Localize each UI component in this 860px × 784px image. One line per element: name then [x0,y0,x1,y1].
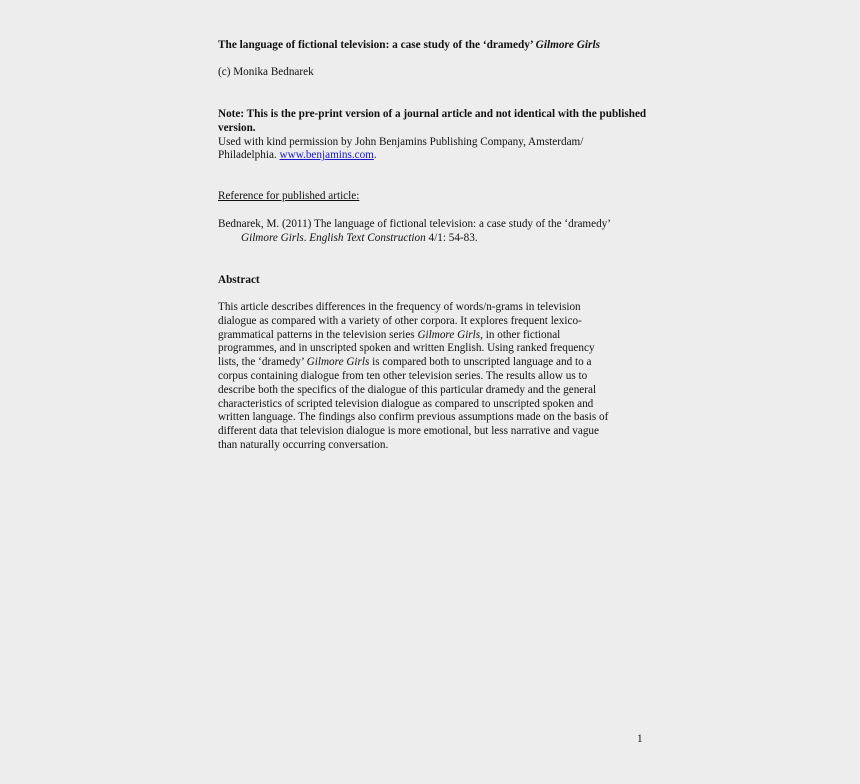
paper-title [218,38,600,52]
abstract-line [218,439,648,453]
citation-rest: 4/1: 54-83. [425,231,478,244]
permission-line-1: Used with kind permission by John Benjamins Publishing Company, Amsterdam/ [218,135,584,148]
permission-line-2-text: Philadelphia. [218,149,280,162]
abstract-line [218,411,648,425]
abstract-line [218,315,648,329]
citation-show: Gilmore Girls [241,231,304,244]
abstract-text: characteristics of scripted television dialogue as compared to unscripted spoken and [218,397,594,410]
abstract-text: grammatical patterns in the television series [218,328,418,341]
abstract-italic-title: Gilmore Girls [417,328,481,341]
abstract-line [218,370,648,384]
abstract-body [218,301,648,453]
abstract-text: lists, the ‘dramedy’ [218,356,307,369]
abstract-line [218,384,648,398]
citation [218,218,658,246]
abstract-text: written language. The findings also confirm previous assumptions made on the basis of [218,411,609,424]
abstract-heading: Abstract [218,274,260,286]
citation-line-2 [218,232,658,246]
page-number: 1 [637,733,643,745]
abstract-line [218,329,648,343]
reference-heading: Reference for published article: [218,190,360,202]
abstract-text: is compared both to unscripted language and to a [369,356,592,369]
paper-title-italic: Gilmore Girls [535,39,600,51]
publisher-link[interactable]: www.benjamins.com [279,149,374,162]
abstract-line [218,301,648,315]
abstract-line [218,425,648,439]
preprint-note [218,108,648,163]
abstract-text: than naturally occurring conversation. [218,438,389,451]
abstract-text: dialogue as compared with a variety of other corpora. It explores frequent lexico- [218,314,582,327]
abstract-text: different data that television dialogue is more emotional, but less narrative and vague [218,425,599,438]
permission-line-2-suffix: . [373,149,377,162]
citation-sep: . [303,231,310,244]
permission-line-2 [218,149,648,163]
abstract-text: programmes, and in unscripted spoken and written English. Using ranked frequency [218,342,595,355]
author-line: (c) Monika Bednarek [218,66,314,78]
abstract-text: corpus containing dialogue from ten other television series. The results allow us to [218,369,588,382]
citation-journal: English Text Construction [309,231,426,244]
abstract-line [218,342,648,356]
abstract-text: This article describes differences in the frequency of words/n-grams in television [218,301,581,313]
abstract-text: describe both the specifics of the dialogue of this particular dramedy and the general [218,383,597,396]
citation-line-1: Bednarek, M. (2011) The language of fictional television: a case study of the ‘dramedy’ [218,218,611,230]
preprint-note-bold: Note: This is the pre-print version of a journal article and not identical with the published version. [218,108,647,134]
abstract-line [218,398,648,412]
abstract-text: , in other fictional [480,328,561,341]
abstract-italic-title: Gilmore Girls [306,356,370,369]
abstract-line [218,356,648,370]
paper-title-main: The language of fictional television: a case study of the ‘dramedy’ [218,39,536,51]
